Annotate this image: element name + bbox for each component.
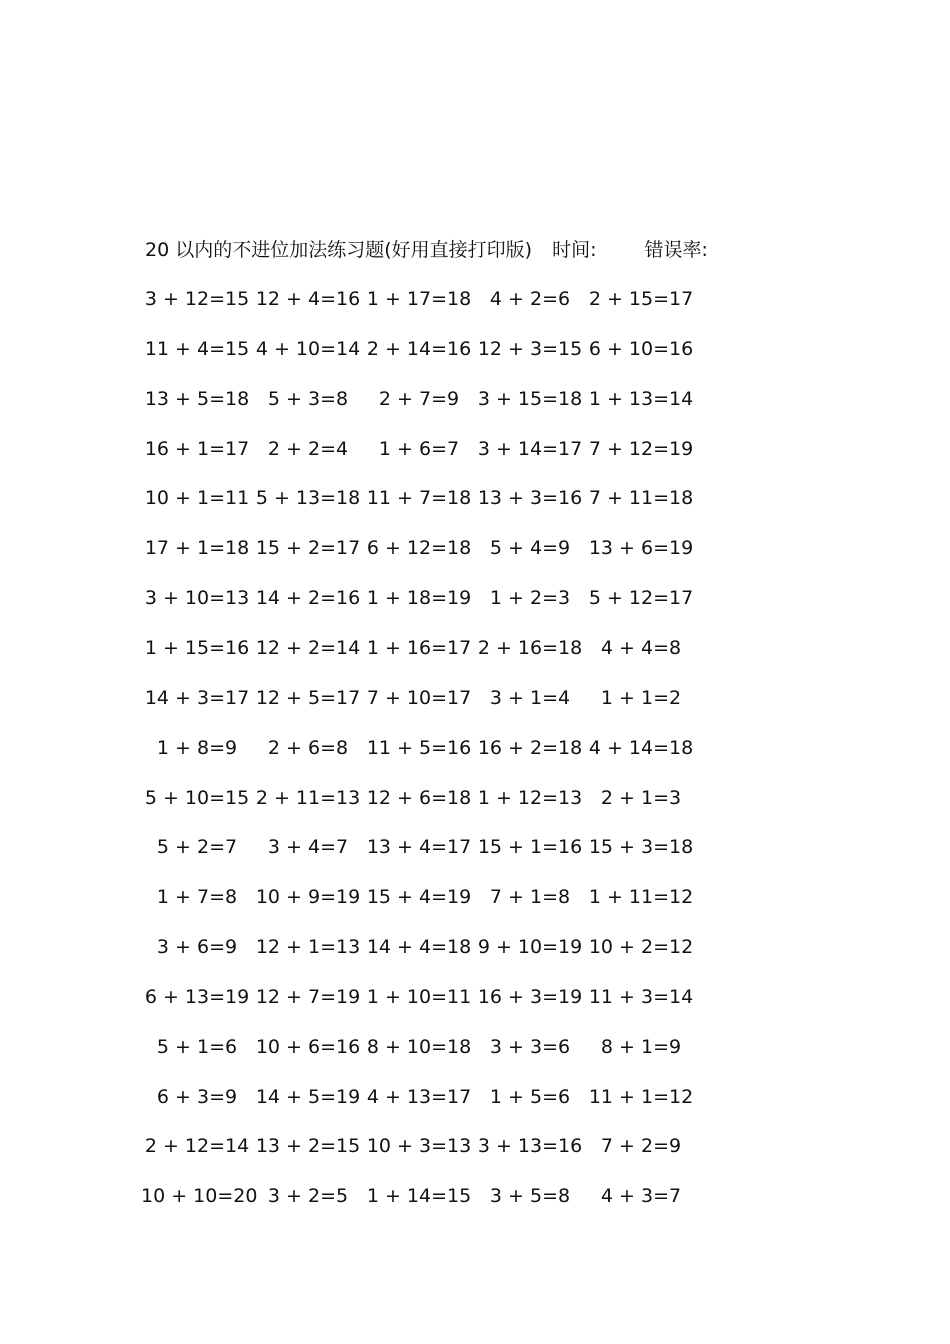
equation: 17 + 1=18 — [144, 537, 250, 560]
equation: 14 + 4=18 — [366, 936, 472, 959]
equation: 16 + 1=17 — [144, 437, 250, 460]
equation: 4 + 2=6 — [489, 288, 571, 310]
equation: 10 + 1=11 — [144, 487, 250, 510]
equation: 1 + 11=12 — [588, 886, 694, 909]
equation: 8 + 10=18 — [366, 1035, 472, 1058]
equation: 1 + 16=17 — [366, 636, 472, 659]
equation: 12 + 4=16 — [255, 288, 361, 310]
equation: 11 + 1=12 — [588, 1085, 694, 1108]
equation-row — [0, 533, 950, 563]
error-rate-label: 错误率: — [644, 239, 708, 261]
equation: 15 + 4=19 — [366, 886, 472, 909]
equation: 14 + 5=19 — [255, 1085, 361, 1108]
equation: 2 + 1=3 — [600, 786, 682, 809]
equation: 3 + 12=15 — [144, 288, 250, 310]
equation: 9 + 10=19 — [477, 936, 583, 959]
equation: 3 + 13=16 — [477, 1135, 583, 1158]
equation-row — [0, 932, 950, 962]
worksheet-title: 20 以内的不进位加法练习题(好用直接打印版) — [145, 239, 533, 261]
equation-row — [0, 832, 950, 862]
equation: 3 + 6=9 — [156, 936, 238, 959]
equation: 16 + 3=19 — [477, 985, 583, 1008]
equation: 7 + 11=18 — [588, 487, 694, 510]
equation-row — [0, 882, 950, 912]
equation: 3 + 15=18 — [477, 387, 583, 410]
equation: 6 + 12=18 — [366, 537, 472, 560]
equation: 10 + 10=20 — [141, 1185, 258, 1208]
equation: 12 + 5=17 — [255, 686, 361, 709]
equation: 3 + 10=13 — [144, 587, 250, 610]
equation: 12 + 6=18 — [366, 786, 472, 809]
equation: 1 + 13=14 — [588, 387, 694, 410]
equation: 4 + 13=17 — [366, 1085, 472, 1108]
equation: 4 + 3=7 — [600, 1185, 682, 1208]
equation-row — [0, 783, 950, 813]
equation: 10 + 9=19 — [255, 886, 361, 909]
equation: 3 + 14=17 — [477, 437, 583, 460]
equation: 15 + 2=17 — [255, 537, 361, 560]
equation: 13 + 2=15 — [255, 1135, 361, 1158]
equation-row — [0, 1032, 950, 1062]
equation: 1 + 7=8 — [156, 886, 238, 909]
equation: 5 + 10=15 — [144, 786, 250, 809]
equation: 8 + 1=9 — [600, 1035, 682, 1058]
equation: 16 + 2=18 — [477, 736, 583, 759]
equation: 2 + 15=17 — [588, 288, 694, 310]
equation: 1 + 10=11 — [366, 985, 472, 1008]
equation: 4 + 4=8 — [600, 636, 682, 659]
equation: 13 + 5=18 — [144, 387, 250, 410]
equation: 3 + 2=5 — [267, 1185, 349, 1208]
equation: 11 + 3=14 — [588, 985, 694, 1008]
equation: 15 + 3=18 — [588, 836, 694, 859]
equation: 7 + 10=17 — [366, 686, 472, 709]
equation: 1 + 12=13 — [477, 786, 583, 809]
equation: 12 + 7=19 — [255, 985, 361, 1008]
equation-row — [0, 384, 950, 414]
equation: 11 + 4=15 — [144, 337, 250, 360]
equation-row — [0, 434, 950, 464]
equation: 15 + 1=16 — [477, 836, 583, 859]
equation-row — [0, 1131, 950, 1161]
equation-row — [0, 1181, 950, 1211]
equation: 1 + 15=16 — [144, 636, 250, 659]
equation: 5 + 13=18 — [255, 487, 361, 510]
equation: 1 + 5=6 — [489, 1085, 571, 1108]
equation: 5 + 1=6 — [156, 1035, 238, 1058]
equation: 6 + 3=9 — [156, 1085, 238, 1108]
equation: 13 + 6=19 — [588, 537, 694, 560]
equation-row — [0, 982, 950, 1012]
equation: 5 + 4=9 — [489, 537, 571, 560]
equation: 11 + 5=16 — [366, 736, 472, 759]
equation: 12 + 2=14 — [255, 636, 361, 659]
equation: 6 + 13=19 — [144, 985, 250, 1008]
equation: 14 + 2=16 — [255, 587, 361, 610]
equation: 10 + 3=13 — [366, 1135, 472, 1158]
equation: 11 + 7=18 — [366, 487, 472, 510]
equation-row — [0, 733, 950, 763]
equation: 5 + 12=17 — [588, 587, 694, 610]
equation: 13 + 4=17 — [366, 836, 472, 859]
equation-row — [0, 633, 950, 663]
equation: 1 + 6=7 — [378, 437, 460, 460]
equation: 6 + 10=16 — [588, 337, 694, 360]
equation: 3 + 4=7 — [267, 836, 349, 859]
equation: 3 + 5=8 — [489, 1185, 571, 1208]
equation: 2 + 14=16 — [366, 337, 472, 360]
worksheet-header — [145, 236, 708, 264]
time-label: 时间: — [552, 239, 597, 261]
equation: 14 + 3=17 — [144, 686, 250, 709]
equation: 5 + 3=8 — [267, 387, 349, 410]
equation-row — [0, 284, 950, 314]
equation: 1 + 2=3 — [489, 587, 571, 610]
equation: 13 + 3=16 — [477, 487, 583, 510]
equation: 7 + 12=19 — [588, 437, 694, 460]
equation-row — [0, 483, 950, 513]
equation: 4 + 14=18 — [588, 736, 694, 759]
equation: 5 + 2=7 — [156, 836, 238, 859]
equation: 3 + 1=4 — [489, 686, 571, 709]
equation: 1 + 17=18 — [366, 288, 472, 310]
equation: 2 + 2=4 — [267, 437, 349, 460]
equation: 2 + 16=18 — [477, 636, 583, 659]
equation: 2 + 7=9 — [378, 387, 460, 410]
equation: 10 + 2=12 — [588, 936, 694, 959]
equation: 2 + 11=13 — [255, 786, 361, 809]
equation-row — [0, 334, 950, 364]
equation: 12 + 3=15 — [477, 337, 583, 360]
equation: 4 + 10=14 — [255, 337, 361, 360]
equation-row — [0, 583, 950, 613]
equation: 12 + 1=13 — [255, 936, 361, 959]
equation: 10 + 6=16 — [255, 1035, 361, 1058]
equation-row — [0, 1082, 950, 1112]
equation: 3 + 3=6 — [489, 1035, 571, 1058]
equation: 1 + 18=19 — [366, 587, 472, 610]
equation: 1 + 1=2 — [600, 686, 682, 709]
equation-row — [0, 683, 950, 713]
equation: 1 + 8=9 — [156, 736, 238, 759]
equation: 2 + 12=14 — [144, 1135, 250, 1158]
equation: 1 + 14=15 — [366, 1185, 472, 1208]
equation: 2 + 6=8 — [267, 736, 349, 759]
equation: 7 + 1=8 — [489, 886, 571, 909]
equation: 7 + 2=9 — [600, 1135, 682, 1158]
